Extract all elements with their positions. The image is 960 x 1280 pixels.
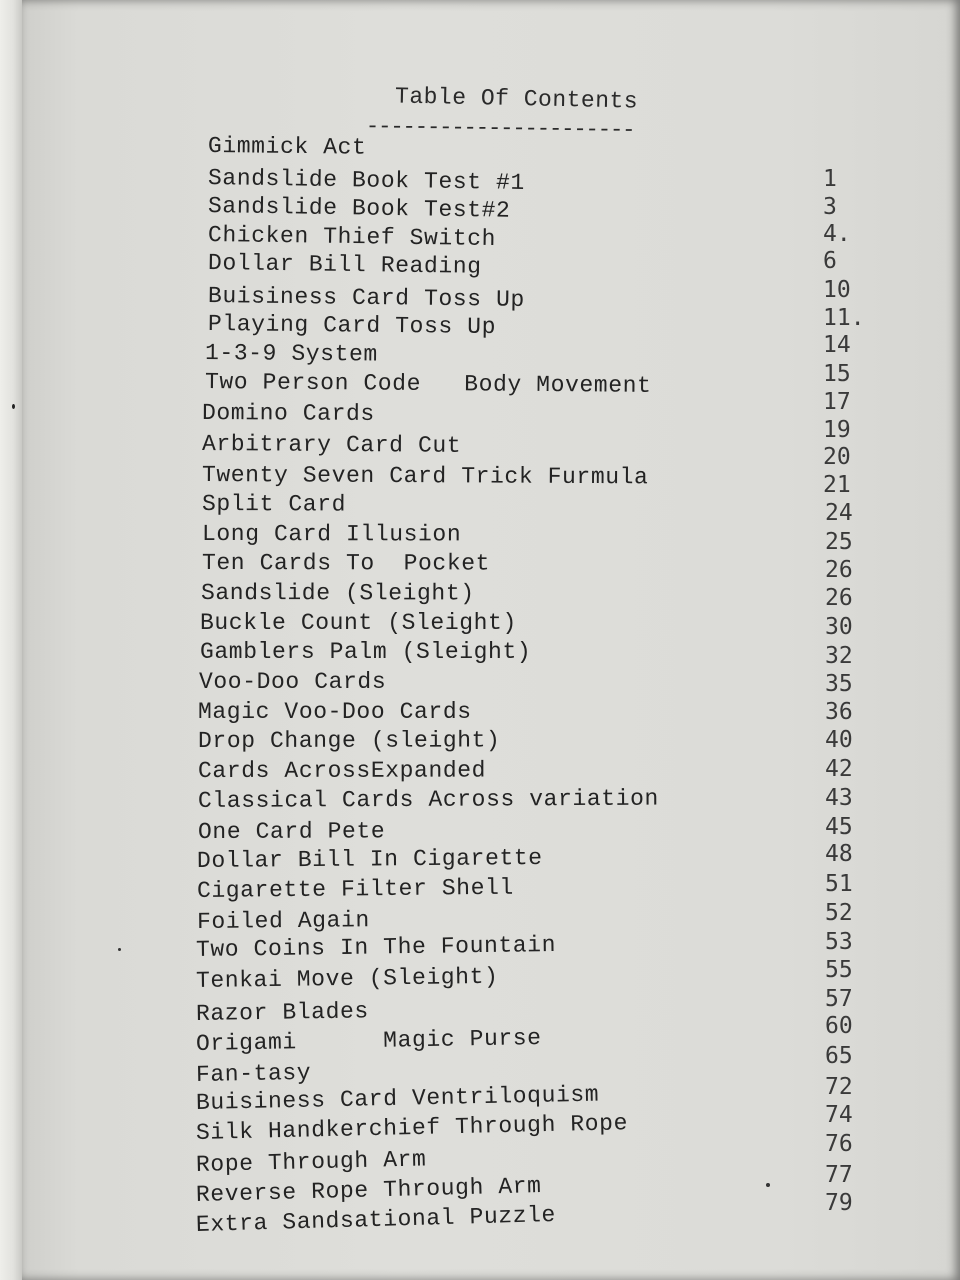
toc-entry-title: Gamblers Palm (Sleight) — [200, 639, 532, 665]
document-page — [22, 0, 960, 1280]
toc-entry-title: Two Person Code Body Movement — [204, 369, 652, 399]
toc-entry-title: Magic Voo-Doo Cards — [198, 699, 472, 725]
toc-page-number: 25 — [825, 529, 853, 555]
toc-page-number: 1 — [823, 166, 837, 192]
toc-entry-title: Playing Card Toss Up — [207, 311, 497, 341]
toc-page-number: 21 — [823, 472, 851, 498]
ink-dot — [118, 948, 121, 951]
toc-entry-title: Fan-tasy — [195, 1059, 312, 1088]
toc-entry-title: One Card Pete — [197, 818, 386, 845]
toc-page-number: 6 — [823, 248, 837, 274]
toc-entry-title: Reverse Rope Through Arm — [195, 1172, 542, 1208]
toc-entry-title: Sandslide Book Test#2 — [207, 193, 511, 224]
toc-page-number: 55 — [825, 957, 853, 983]
toc-entry-title: Split Card — [201, 491, 347, 518]
toc-page-number: 79 — [825, 1190, 853, 1216]
toc-entry-title: Silk Handkerchief Through Rope — [195, 1110, 629, 1146]
toc-entry-title: Foiled Again — [196, 907, 370, 935]
toc-entry-title: Cigarette Filter Shell — [196, 874, 514, 904]
toc-entry-title: Ten Cards To Pocket — [201, 550, 491, 577]
toc-entry-title: Arbitrary Card Cut — [201, 431, 462, 459]
toc-entry-title: Classical Cards Across variation — [197, 785, 659, 814]
toc-entry-title: Chicken Thief Switch — [207, 222, 497, 253]
toc-page-number: 17 — [823, 389, 851, 415]
toc-page-number: 65 — [825, 1043, 853, 1069]
toc-page-number: 45 — [825, 814, 853, 840]
toc-page-number: 32 — [825, 643, 853, 669]
toc-entry-title: Origami Magic Purse — [195, 1024, 542, 1057]
toc-entry-title: Voo-Doo Cards — [199, 669, 387, 695]
page-edge — [0, 0, 22, 1280]
toc-page-number: 52 — [825, 900, 853, 926]
toc-page-number: 48 — [825, 841, 853, 867]
toc-entry-title: Sandslide Book Test #1 — [207, 165, 526, 196]
toc-page-number: 43 — [825, 785, 853, 811]
toc-page-number: 30 — [825, 614, 853, 640]
toc-page-number: 4. — [823, 221, 851, 247]
toc-entry-title: Tenkai Move (Sleight) — [195, 963, 499, 994]
toc-page-number: 72 — [825, 1074, 853, 1100]
toc-page-number: 11. — [823, 305, 865, 331]
toc-page-number: 60 — [825, 1013, 853, 1039]
toc-page-number: 3 — [823, 194, 837, 220]
punch-mark — [12, 404, 15, 409]
toc-entry-title: Extra Sandsational Puzzle — [195, 1201, 557, 1238]
toc-page-number: 51 — [825, 871, 853, 897]
toc-entry-title: 1-3-9 System — [204, 340, 378, 368]
toc-page-number: 77 — [825, 1162, 853, 1188]
toc-entry-title: Dollar Bill In Cigarette — [196, 844, 543, 874]
toc-entry-title: Cards AcrossExpanded — [197, 757, 487, 784]
toc-page-number: 24 — [825, 500, 853, 526]
toc-page-number: 42 — [825, 756, 853, 782]
toc-page-number: 76 — [825, 1131, 853, 1157]
page-title: Table Of Contents — [394, 83, 639, 115]
toc-entry-title: Domino Cards — [201, 400, 375, 427]
toc-page-number: 53 — [825, 929, 853, 955]
toc-page-number: 15 — [823, 361, 851, 387]
toc-entry-title: Gimmick Act — [207, 133, 367, 161]
toc-entry-title: Drop Change (sleight) — [197, 727, 501, 754]
toc-page-number: 26 — [825, 557, 853, 583]
toc-page-number: 40 — [825, 727, 853, 753]
toc-page-number: 35 — [825, 671, 853, 697]
toc-page-number: 14 — [823, 332, 851, 358]
toc-entry-title: Twenty Seven Card Trick Furmula — [201, 462, 649, 491]
toc-page-number: 19 — [823, 417, 851, 443]
toc-page-number: 10 — [823, 277, 851, 303]
toc-entry-title: Two Coins In The Fountain — [195, 931, 557, 963]
toc-entry-title: Long Card Illusion — [201, 521, 462, 548]
toc-page-number: 57 — [825, 986, 853, 1012]
toc-entry-title: Rope Through Arm — [195, 1146, 427, 1178]
toc-page-number: 36 — [825, 699, 853, 725]
toc-page-number: 26 — [825, 585, 853, 611]
title-underline: ---------------------- — [365, 114, 635, 143]
toc-entry-title: Buckle Count (Sleight) — [200, 610, 517, 636]
toc-entry-title: Razor Blades — [195, 998, 370, 1027]
toc-page-number: 74 — [825, 1102, 853, 1128]
toc-entry-title: Buisiness Card Ventriloquism — [195, 1081, 600, 1116]
toc-entry-title: Buisiness Card Toss Up — [207, 283, 525, 313]
toc-entry-title: Dollar Bill Reading — [207, 250, 482, 280]
toc-page-number: 20 — [823, 444, 851, 470]
toc-entry-title: Sandslide (Sleight) — [200, 580, 475, 607]
ink-dot — [766, 1183, 770, 1187]
